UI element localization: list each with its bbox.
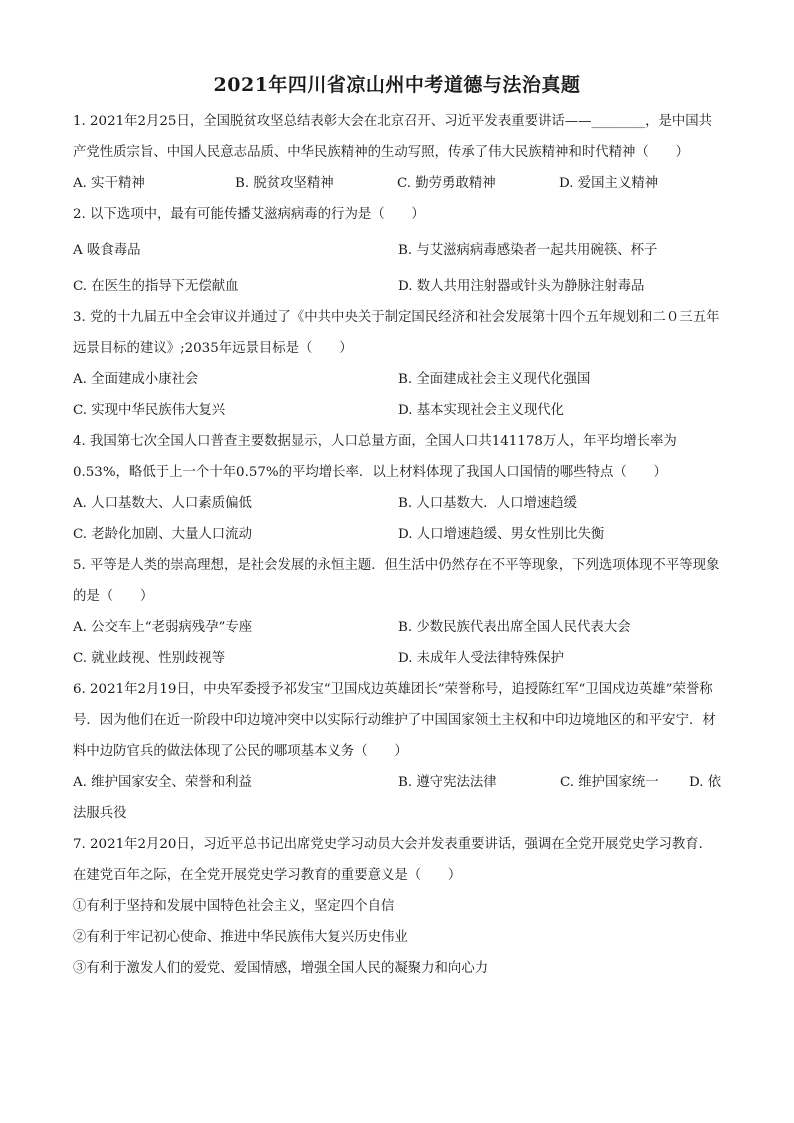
option-b: B. 遵守宪法法律	[398, 775, 497, 790]
option-d: D. 未成年人受法律特殊保护	[398, 651, 565, 666]
option-d: D. 人口增速趋缓、男女性别比失衡	[398, 527, 605, 542]
option-d: D. 爱国主义精神	[559, 176, 659, 191]
question-list	[73, 106, 723, 984]
statement-2: ②有利于牢记初心使命、推进中华民族伟大复兴历史伟业	[73, 930, 408, 945]
option-c: C. 维护国家统一	[560, 775, 659, 790]
option-a: A. 维护国家安全、荣誉和利益	[73, 775, 252, 790]
option-row	[73, 643, 723, 674]
option-a: A. 公交车上“老弱病残孕”专座	[73, 620, 253, 635]
question-6	[73, 674, 723, 829]
question-5	[73, 550, 723, 674]
option-b: B. 脱贫攻坚精神	[235, 176, 334, 191]
option-row	[73, 271, 723, 302]
option-b: B. 人口基数大．人口增速趋缓	[398, 496, 578, 511]
option-b: B. 全面建成社会主义现代化强国	[398, 372, 591, 387]
option-b: B. 与艾滋病病毒感染者一起共用碗筷、杯子	[398, 243, 658, 258]
statement-1: ①有利于坚持和发展中国特色社会主义，坚定四个自信	[73, 899, 395, 914]
option-c: C. 实现中华民族伟大复兴	[73, 403, 226, 418]
question-stem: 2. 以下选项中，最有可能传播艾滋病病毒的行为是（ ）	[73, 207, 425, 222]
option-row	[73, 364, 723, 395]
question-stem: 1. 2021年2月25日，全国脱贫攻坚总结表彰大会在北京召开、习近平发表重要讲话——________，是中国共产党性质宗旨、中国人民意志品质、中华民族精神的生动写照，传承了伟大民族精神和时代精神（ ）	[73, 114, 713, 160]
option-a: A. 实干精神	[73, 176, 145, 191]
question-1	[73, 106, 723, 199]
option-b: B. 少数民族代表出席全国人民代表大会	[398, 620, 631, 635]
question-4	[73, 426, 723, 550]
option-row	[73, 767, 723, 829]
option-c: C. 在医生的指导下无偿献血	[73, 279, 239, 294]
question-7	[73, 829, 723, 984]
option-row	[73, 612, 723, 643]
option-c: C. 老龄化加剧、大量人口流动	[73, 527, 252, 542]
question-stem: 3. 党的十九届五中全会审议并通过了《中共中央关于制定国民经济和社会发展第十四个五年规划和二０三五年远景目标的建议》;2035年远景目标是（ ）	[73, 310, 720, 356]
option-c: C. 就业歧视、性别歧视等	[73, 651, 226, 666]
option-d: D. 基本实现社会主义现代化	[398, 403, 565, 418]
option-a: A. 全面建成小康社会	[73, 372, 199, 387]
option-row	[73, 519, 723, 550]
option-d: D. 依法服兵役	[73, 775, 722, 821]
question-stem: 4. 我国第七次全国人口普查主要数据显示，人口总量方面，全国人口共141178万人，年平均增长率为0.53%，略低于上一个十年0.57%的平均增长率．以上材料体现了我国人口国情的哪些特点（ ）	[73, 434, 677, 480]
question-2	[73, 199, 723, 302]
statement-3: ③有利于激发人们的爱党、爱国情感，增强全国人民的凝聚力和向心力	[73, 961, 489, 976]
option-row	[73, 230, 723, 271]
question-stem: 5. 平等是人类的崇高理想，是社会发展的永恒主题．但生活中仍然存在不平等现象，下列选项体现不平等现象的是（ ）	[73, 558, 720, 604]
question-stem: 6. 2021年2月19日，中央军委授予祁发宝“卫国戍边英雄团长”荣誉称号，追授陈红军“卫国戍边英雄”荣誉称号．因为他们在近一阶段中印边境冲突中以实际行动维护了中国国家领土主权和中印边境地区的和平安宁．材料中边防官兵的做法体现了公民的哪项基本义务（ ）	[73, 682, 716, 759]
question-stem: 7. 2021年2月20日，习近平总书记出席党史学习动员大会并发表重要讲话，强调在全党开展党史学习教育．在建党百年之际，在全党开展党史学习教育的重要意义是（ ）	[73, 837, 713, 883]
option-d: D. 数人共用注射器或针头为静脉注射毒品	[398, 279, 645, 294]
option-row	[73, 395, 723, 426]
page-title: 2021年四川省凉山州中考道德与法治真题	[213, 74, 581, 96]
option-a: A. 人口基数大、人口素质偏低	[73, 496, 252, 511]
option-row	[73, 488, 723, 519]
question-3	[73, 302, 723, 426]
option-a: A 吸食毒品	[73, 243, 141, 258]
option-c: C. 勤劳勇敢精神	[397, 176, 496, 191]
option-row	[73, 168, 723, 199]
